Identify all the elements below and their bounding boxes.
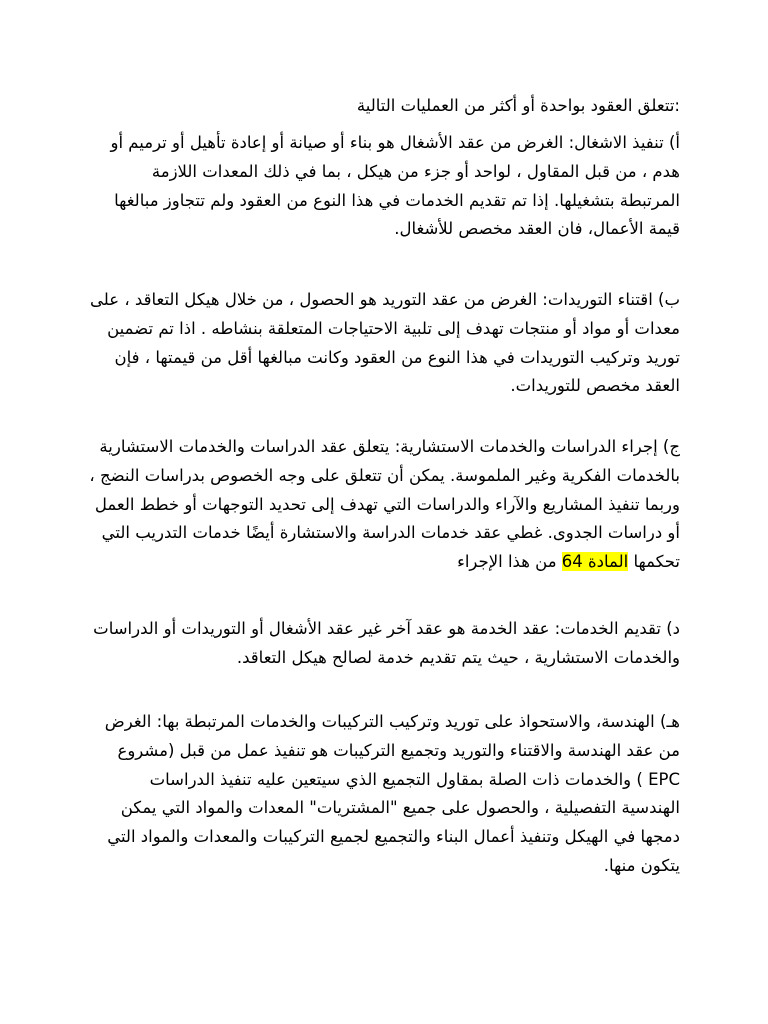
paragraph-supplies: ب) اقتناء التوريدات: الغرض من عقد التوريد هو الحصول ، من خلال هيكل التعاقد ، على معدات أو مواد أو منتجات تهدف إلى تلبية الاحتياجات المتعلقة بنشاطه . اذا تم تضمين توريد وتركيب التوريدات في هذا النوع من العقود وكانت مبالغها أقل من قيمتها ، فإن العقد مخصص للتوريدات. <box>90 290 680 396</box>
paragraph-studies-text: ج) إجراء الدراسات والخدمات الاستشارية: يتعلق عقد الدراسات والخدمات الاستشارية بالخدمات الفكرية وغير الملموسة. يمكن أن تتعلق على وجه الخصوص بدراسات النضج ، وربما تنفيذ المشاريع والآراء والدراسات التي تهدف إلى تحديد التوجهات أو خطط العمل أو دراسات الجدوى. غطي عقد خدمات الدراسة والاستشارة أيضًا خدمات التدريب التي تحكمها <box>89 437 680 572</box>
paragraph-studies <box>88 433 680 577</box>
paragraph-engineering: هـ) الهندسة، والاستحواذ على توريد وتركيب التركيبات والخدمات المرتبطة بها: الغرض من عقد الهندسة والاقتناء والتوريد وتجميع التركيبات هو تنفيذ عمل من قبل (مشروع EPC ) والخدمات ذات الصلة بمقاول التجميع الذي سيتعين عليه تنفيذ الدراسات الهندسية التفصيلية ، والحصول على جميع "المشتريات" المعدات والمواد التي يمكن دمجها في الهيكل وتنفيذ أعمال البناء والتجميع لجميع التركيبات والمعدات والمواد التي يتكون منها. <box>104 712 680 875</box>
paragraph-works: أ) تنفيذ الاشغال: الغرض من عقد الأشغال هو بناء أو صيانة أو إعادة تأهيل أو ترميم أو هدم ، من قبل المقاول ، لواحد أو جزء من هيكل ، بما في ذلك المعدات اللازمة المرتبطة بتشغيلها. إذا تم تقديم الخدمات في هذا النوع من العقود ولم تتجاوز مبالغها قيمة الأعمال، فان العقد مخصص للأشغال. <box>110 133 680 239</box>
paragraph-studies-tail: من هذا الإجراء <box>457 552 562 572</box>
intro-line: :تتعلق العقود بواحدة أو أكثر من العمليات التالية <box>356 96 680 115</box>
paragraph-services: د) تقديم الخدمات: عقد الخدمة هو عقد آخر غير عقد الأشغال أو التوريدات أو الدراسات والخدمات الاستشارية ، حيث يتم تقديم خدمة لصالح هيكل التعاقد. <box>93 619 680 667</box>
highlighted-article-reference: المادة 64 <box>561 552 629 572</box>
